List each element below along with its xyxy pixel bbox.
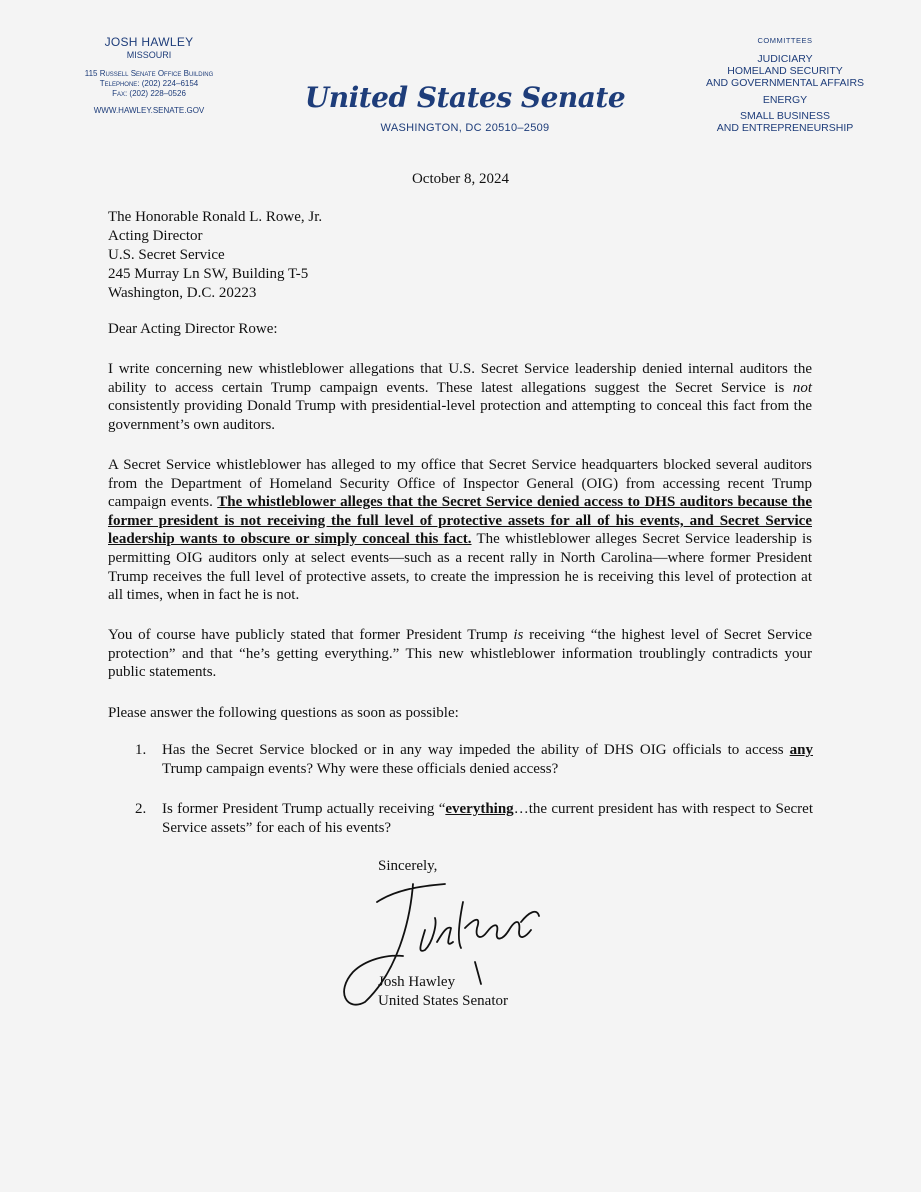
recipient-line: Washington, D.C. 20223 bbox=[108, 285, 257, 301]
office-website: WWW.HAWLEY.SENATE.GOV bbox=[93, 106, 205, 115]
recipient-line: The Honorable Ronald L. Rowe, Jr. bbox=[108, 209, 323, 225]
letter-date: October 8, 2024 bbox=[411, 171, 510, 187]
question-text: Is former President Trump actually receiving “everything…the current president has with respect to Secret Service assets” for each of his events? bbox=[162, 801, 813, 836]
committee-item: SMALL BUSINESS bbox=[739, 110, 831, 122]
paragraph-4: Please answer the following questions as soon as possible: bbox=[108, 705, 459, 721]
signer-name: Josh Hawley bbox=[378, 974, 456, 990]
bold-underlined-word: everything bbox=[445, 801, 514, 817]
bold-underlined-allegation: The whistleblower alleges that the Secret Service denied access to DHS auditors because the former president is not receiving the full level of protective assets for all of his events, and Secret Service leadership wants to obscure or simply conceal this fact. bbox=[108, 494, 812, 548]
senator-name: JOSH HAWLEY bbox=[104, 35, 194, 49]
letterhead-center bbox=[300, 82, 630, 134]
committee-item: AND ENTREPRENEURSHIP bbox=[716, 121, 854, 134]
signer-title: United States Senator bbox=[378, 993, 508, 1009]
paragraph-1: I write concerning new whistleblower allegations that U.S. Secret Service leadership denied internal auditors the ability to access certain Trump campaign events. These latest allegations suggest the Secret Service is not consistently providing Donald Trump with presidential-level protection and attempting to conceal this fact from the government’s own auditors. bbox=[108, 361, 812, 433]
question-text: Has the Secret Service blocked or in any way impeded the ability of DHS OIG officials to access any Trump campaign events? Why were these officials denied access? bbox=[162, 742, 813, 777]
senate-address: WASHINGTON, DC 20510–2509 bbox=[380, 122, 550, 134]
emphasis: is bbox=[513, 627, 524, 643]
recipient-line: 245 Murray Ln SW, Building T-5 bbox=[108, 266, 309, 282]
question-number: 1. bbox=[135, 742, 147, 758]
salutation: Dear Acting Director Rowe: bbox=[108, 321, 278, 337]
emphasis: not bbox=[792, 379, 812, 396]
signer-block bbox=[378, 973, 508, 1011]
committee-item: AND GOVERNMENTAL AFFAIRS bbox=[705, 76, 865, 89]
bold-underlined-word: any bbox=[789, 742, 813, 758]
committee-item: ENERGY bbox=[762, 94, 808, 106]
office-address: 115 Russell Senate Office Building bbox=[84, 69, 214, 78]
letterhead-right bbox=[690, 34, 880, 134]
senator-state: MISSOURI bbox=[126, 50, 172, 60]
senate-title: United States Senate bbox=[304, 81, 626, 114]
letterhead-left bbox=[60, 35, 238, 116]
question-number: 2. bbox=[135, 801, 147, 817]
committees-header: COMMITTEES bbox=[757, 36, 813, 45]
closing: Sincerely, bbox=[378, 858, 438, 874]
committee-item: JUDICIARY bbox=[757, 53, 813, 65]
office-telephone: Telephone: (202) 224–6154 bbox=[99, 79, 199, 88]
paragraph-2: A Secret Service whistleblower has alleged to my office that Secret Service headquarters blocked several auditors from the Department of Homeland Security Office of Inspector General (OIG) from accessing recent Trump campaign events. The whistleblower alleges that the Secret Service denied access to DHS auditors because the former president is not receiving the full level of protective assets for all of his events, and Secret Service leadership wants to obscure or simply conceal this fact. The whistleblower alleges Secret Service leadership is permitting OIG auditors only at select events—such as a recent rally in North Carolina—where former President Trump receives the full level of protective assets, to create the impression he is receiving this level of protection at all times, when in fact he is not. bbox=[108, 457, 813, 604]
recipient-address bbox=[108, 208, 322, 303]
paragraph-3: You of course have publicly stated that former President Trump is receiving “the highest level of Secret Service protection” and that “he’s getting everything.” This new whistleblower information troublingly contradicts your public statements. bbox=[108, 627, 813, 681]
office-fax: Fax: (202) 228–0526 bbox=[112, 89, 186, 98]
recipient-line: Acting Director bbox=[108, 228, 203, 244]
committee-item: HOMELAND SECURITY bbox=[727, 65, 843, 77]
recipient-line: U.S. Secret Service bbox=[108, 247, 225, 263]
